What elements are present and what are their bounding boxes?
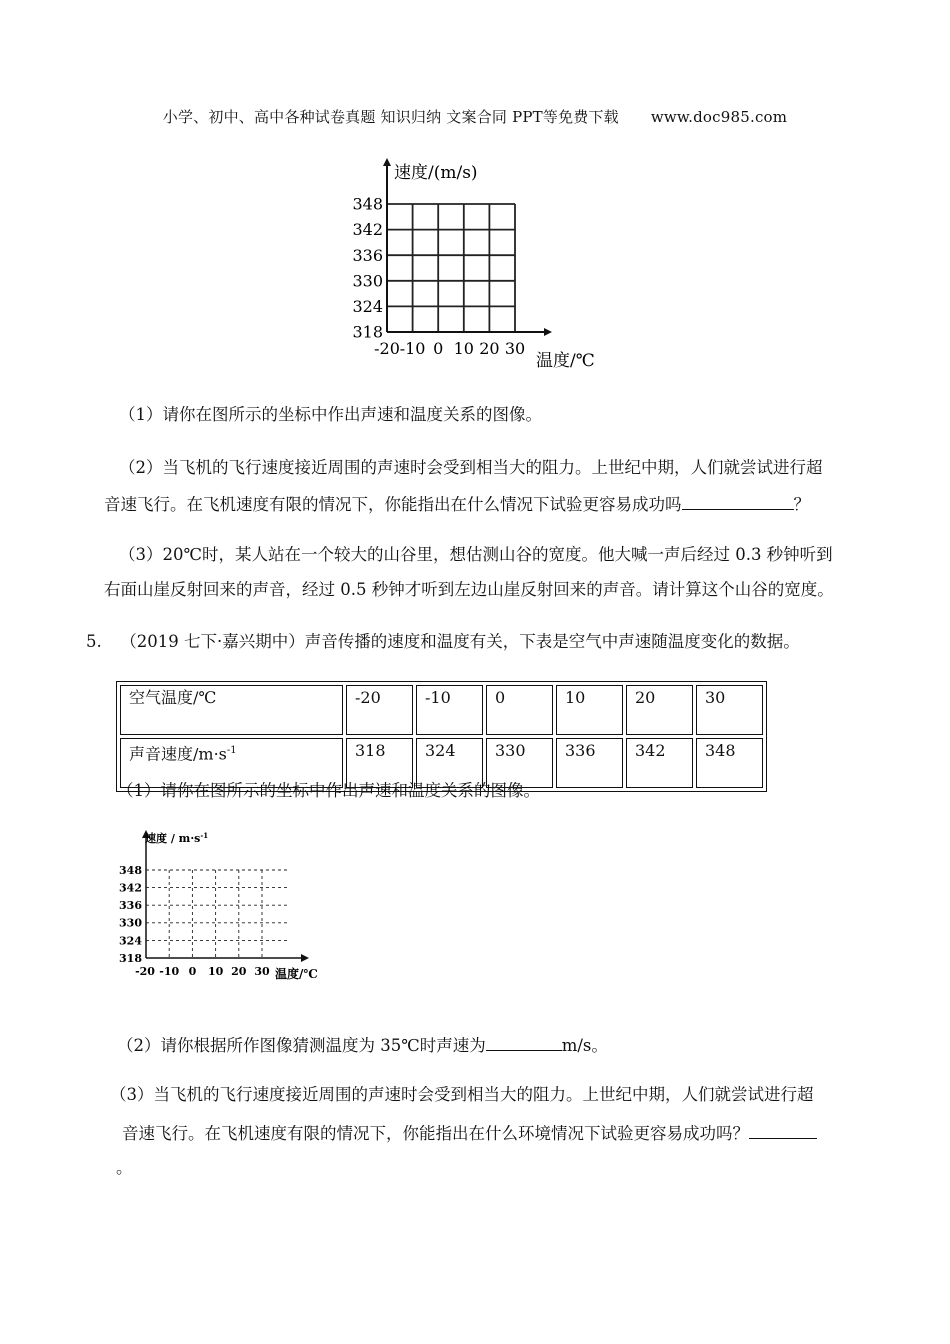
q5-environment-answer-blank[interactable] (749, 1120, 817, 1139)
x-tick-label: 20 (231, 965, 247, 978)
table-cell: 342 (626, 738, 693, 788)
y-tick-label: 348 (119, 863, 142, 877)
y-tick-label: 324 (352, 297, 383, 316)
x-tick-label: 30 (504, 339, 526, 358)
q5-intro (86, 630, 800, 654)
q5-speed-answer-blank[interactable] (486, 1032, 562, 1051)
y-tick-label: 330 (119, 916, 142, 930)
header-url[interactable]: www.doc985.com (650, 108, 788, 126)
sound-speed-table (116, 681, 767, 792)
table-cell: 324 (416, 738, 483, 788)
chart1-xlabel: 温度/℃ (536, 351, 595, 371)
y-tick-label: 324 (119, 934, 142, 948)
q4-part2-line2 (104, 491, 810, 517)
table-row-temperature (120, 685, 763, 735)
table-cell: 10 (556, 685, 623, 735)
chart2-xlabel: 温度/℃ (275, 967, 318, 981)
chart2-ylabel-main: 速度 / m·s (145, 832, 201, 845)
chart2-ylabel-sup: -1 (200, 831, 209, 840)
x-axis-arrow (544, 328, 552, 336)
chart1-ylabel: 速度/(m/s) (394, 163, 478, 183)
q5-part2-unit: m/s。 (561, 1036, 608, 1055)
y-tick-label: 330 (352, 271, 383, 291)
y-tick-label: 342 (119, 881, 142, 895)
table-cell: 318 (346, 738, 413, 788)
q5-part3-line2 (122, 1120, 817, 1146)
q5-number: 5. (86, 632, 102, 651)
y-tick-label: 336 (352, 245, 383, 265)
q4-part2-text: 音速飞行。在飞机速度有限的情况下，你能指出在什么情况下试验更容易成功吗 (104, 495, 682, 514)
table-cell: 0 (486, 685, 553, 735)
q4-part3-line2: 右面山崖反射回来的声音，经过 0.5 秒钟才听到左边山崖反射回来的声音。请计算这个山谷的宽度。 (104, 580, 834, 599)
table-header-temperature: 空气温度/℃ (120, 685, 343, 735)
q5-part3-line1: （3）当飞机的飞行速度接近周围的声速时会受到相当大的阻力。上世纪中期，人们就尝试进行超 (110, 1085, 814, 1104)
speed-temp-chart-2 (115, 826, 335, 986)
x-tick-label: 0 (188, 965, 197, 978)
q4-answer-blank[interactable] (682, 491, 794, 510)
q5-part3-text: 音速飞行。在飞机速度有限的情况下，你能指出在什么环境情况下试验更容易成功吗？ (122, 1124, 749, 1143)
x-tick-label: -10 (399, 339, 426, 358)
y-tick-label: 318 (352, 322, 383, 342)
page-header (0, 106, 950, 127)
y-tick-label: 348 (352, 194, 383, 214)
table-cell: 348 (696, 738, 763, 788)
table-cell: 30 (696, 685, 763, 735)
x-tick-label: -20 (374, 339, 400, 358)
table-cell: -20 (346, 685, 413, 735)
x-tick-label: -20 (135, 965, 155, 978)
q5-intro-text: （2019 七下·嘉兴期中）声音传播的速度和温度有关，下表是空气中声速随温度变化的数据。 (120, 632, 800, 651)
q5-part2 (117, 1032, 608, 1058)
q4-part2-line1: （2）当飞机的飞行速度接近周围的声速时会受到相当大的阻力。上世纪中期，人们就尝试进行超 (119, 458, 823, 477)
q4-part2-question-mark: ？ (793, 495, 810, 514)
y-axis-arrow (383, 158, 391, 166)
table-cell: 336 (556, 738, 623, 788)
q5-part2-text: （2）请你根据所作图像猜测温度为 35℃时声速为 (117, 1036, 486, 1055)
speed-label-text: 声音速度/m·s (129, 744, 227, 764)
speed-label-sup: -1 (226, 745, 237, 756)
speed-temp-chart-1 (330, 150, 620, 380)
x-tick-label: 30 (254, 965, 270, 978)
table-cell: 330 (486, 738, 553, 788)
q4-part3-line1: （3）20℃时，某人站在一个较大的山谷里，想估测山谷的宽度。他大喊一声后经过 0.3 秒钟听到 (119, 545, 833, 564)
q4-part1: （1）请你在图所示的坐标中作出声速和温度关系的图像。 (119, 405, 542, 424)
q5-part3-end: 。 (116, 1158, 133, 1177)
x-tick-label: 0 (433, 339, 444, 358)
x-tick-label: 10 (207, 965, 224, 978)
x-axis-arrow (301, 954, 309, 962)
x-tick-label: -10 (159, 965, 180, 978)
header-text: 小学、初中、高中各种试卷真题 知识归纳 文案合同 PPT等免费下载 (162, 108, 619, 126)
q5-part1: （1）请你在图所示的坐标中作出声速和温度关系的图像。 (117, 781, 540, 800)
chart2-ylabel (145, 831, 208, 845)
y-tick-label: 318 (119, 951, 142, 965)
x-tick-label: 10 (453, 339, 474, 358)
y-tick-label: 342 (352, 220, 383, 240)
x-tick-label: 20 (479, 339, 500, 358)
table-cell: 20 (626, 685, 693, 735)
y-tick-label: 336 (119, 899, 142, 913)
table-cell: -10 (416, 685, 483, 735)
